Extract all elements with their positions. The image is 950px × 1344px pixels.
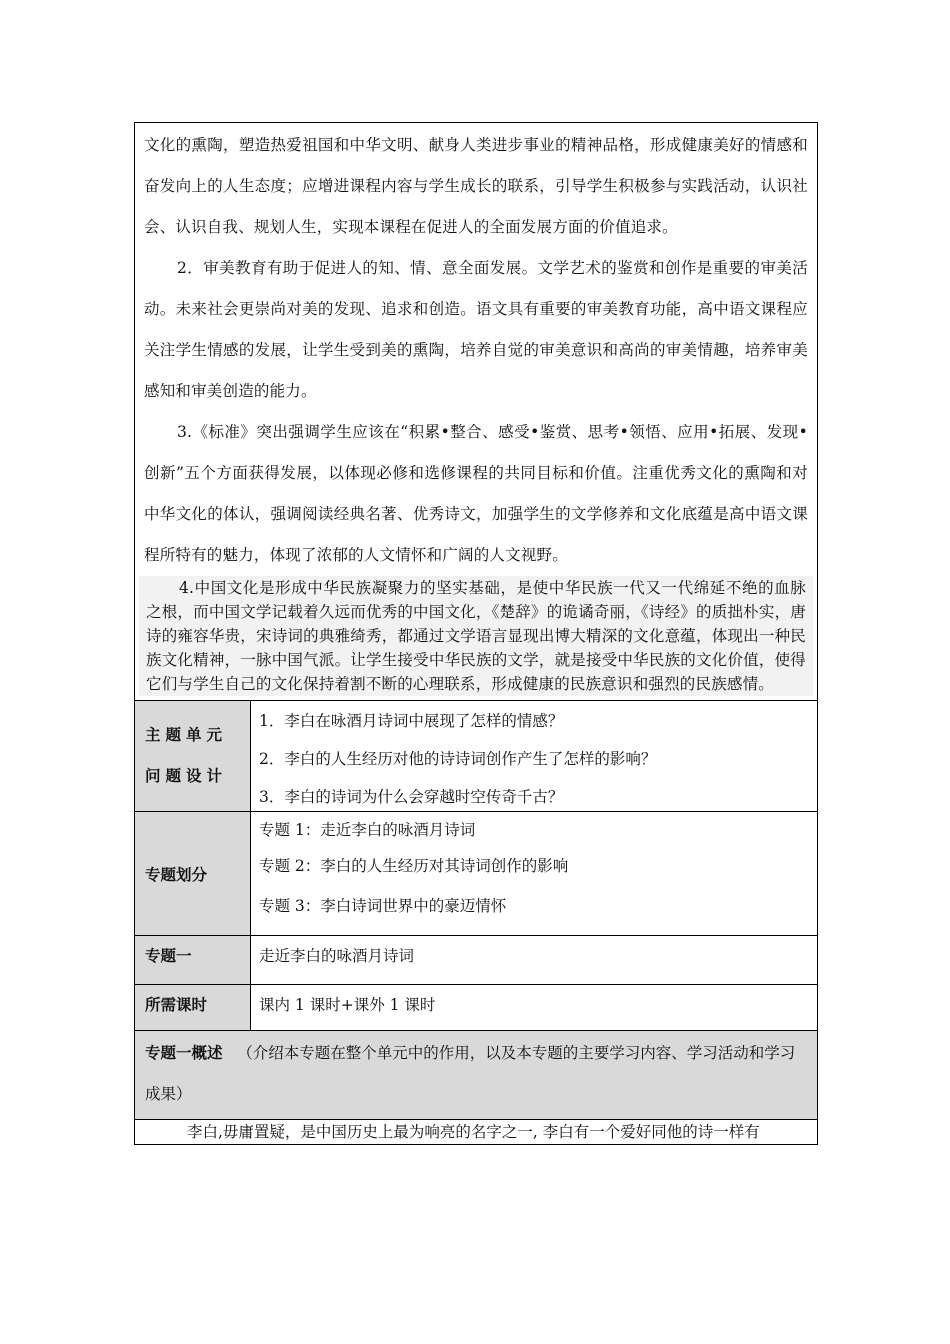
unit-questions-label: 主题单元问题设计	[145, 726, 228, 785]
intro-shaded-block	[139, 576, 813, 696]
intro-paragraph-2: 2．审美教育有助于促进人的知、情、意全面发展。文学艺术的鉴赏和创作是重要的审美活动。未来社会更崇尚对美的发现、追求和创造。语文具有重要的审美教育功能，高中语文课程应关注学生情感的发展，让学生受到美的熏陶，培养自觉的审美意识和高尚的审美情趣，培养审美感知和审美创造的能力。	[144, 259, 808, 400]
lesson-plan-table	[134, 122, 818, 1145]
intro-row	[135, 123, 818, 701]
unit-questions-row	[135, 701, 818, 812]
topic-one-label-cell	[135, 936, 251, 985]
topic-item: 专题 3：李白诗词世界中的豪迈情怀	[259, 897, 507, 915]
last-row	[135, 1120, 818, 1145]
topic-item: 专题 2：李白的人生经历对其诗词创作的影响	[259, 857, 569, 875]
overview-label: 专题一概述	[145, 1044, 223, 1062]
topic-one-value: 走近李白的咏酒月诗词	[259, 947, 415, 965]
topic-one-row	[135, 936, 818, 985]
unit-questions-label-cell	[135, 701, 251, 812]
last-row-text: 李白,毋庸置疑，是中国历史上最为响亮的名字之一, 李白有一个爱好同他的诗一样有	[187, 1123, 760, 1141]
overview-row	[135, 1031, 818, 1120]
topic-division-label: 专题划分	[145, 865, 208, 884]
topic-one-content	[251, 936, 818, 985]
intro-paragraph-1: 文化的熏陶，塑造热爱祖国和中华文明、献身人类进步事业的精神品格，形成健康美好的情感和奋发向上的人生态度；应增进课程内容与学生成长的联系，引导学生积极参与实践活动，认识社会、认识自我、规划人生，实现本课程在促进人的全面发展方面的价值追求。	[144, 136, 808, 236]
intro-paragraph-3: 3.《标准》突出强调学生应该在“积累•整合、感受•鉴赏、思考•领悟、应用•拓展、发现•创新”五个方面获得发展，以体现必修和选修课程的共同目标和价值。注重优秀文化的熏陶和对中华文化的体认，强调阅读经典名著、优秀诗文，加强学生的文学修养和文化底蕴是高中语文课程所特有的魅力，体现了浓郁的人文情怀和广阔的人文视野。	[144, 423, 808, 564]
intro-cell	[135, 123, 818, 701]
question-item: 1．李白在咏酒月诗词中展现了怎样的情感？	[259, 712, 564, 730]
overview-note: （介绍本专题在整个单元中的作用，以及本专题的主要学习内容、学习活动和学习成果）	[145, 1044, 796, 1103]
unit-questions-content	[251, 701, 818, 812]
topic-division-label-cell	[135, 812, 251, 936]
hours-value: 课内 1 课时+课外 1 课时	[259, 996, 436, 1014]
intro-paragraph-4: 4.中国文化是形成中华民族凝聚力的坚实基础，是使中华民族一代又一代绵延不绝的血脉之根，而中国文学记载着久远而优秀的中国文化，《楚辞》的诡谲奇丽，《诗经》的质拙朴实，唐诗的雍容华贵，宋诗词的典雅绮秀，都通过文学语言显现出博大精深的文化意蕴，体现出一种民族文化精神，一脉中国气派。让学生接受中华民族的文学，就是接受中华民族的文化价值，使得它们与学生自己的文化保持着割不断的心理联系，形成健康的民族意识和强烈的民族感情。	[146, 579, 806, 693]
question-item: 3．李白的诗词为什么会穿越时空传奇千古？	[259, 788, 564, 806]
overview-cell	[135, 1031, 818, 1120]
hours-label-cell	[135, 985, 251, 1031]
last-row-cell	[135, 1120, 818, 1145]
hours-content	[251, 985, 818, 1031]
hours-row	[135, 985, 818, 1031]
hours-label: 所需课时	[145, 996, 208, 1014]
topic-one-label: 专题一	[145, 947, 192, 965]
overview-text	[135, 1031, 817, 1115]
topic-division-row	[135, 812, 818, 936]
topic-division-content	[251, 812, 818, 936]
topic-item: 专题 1：走近李白的咏酒月诗词	[259, 821, 476, 839]
question-item: 2．李白的人生经历对他的诗诗词创作产生了怎样的影响？	[259, 750, 657, 768]
